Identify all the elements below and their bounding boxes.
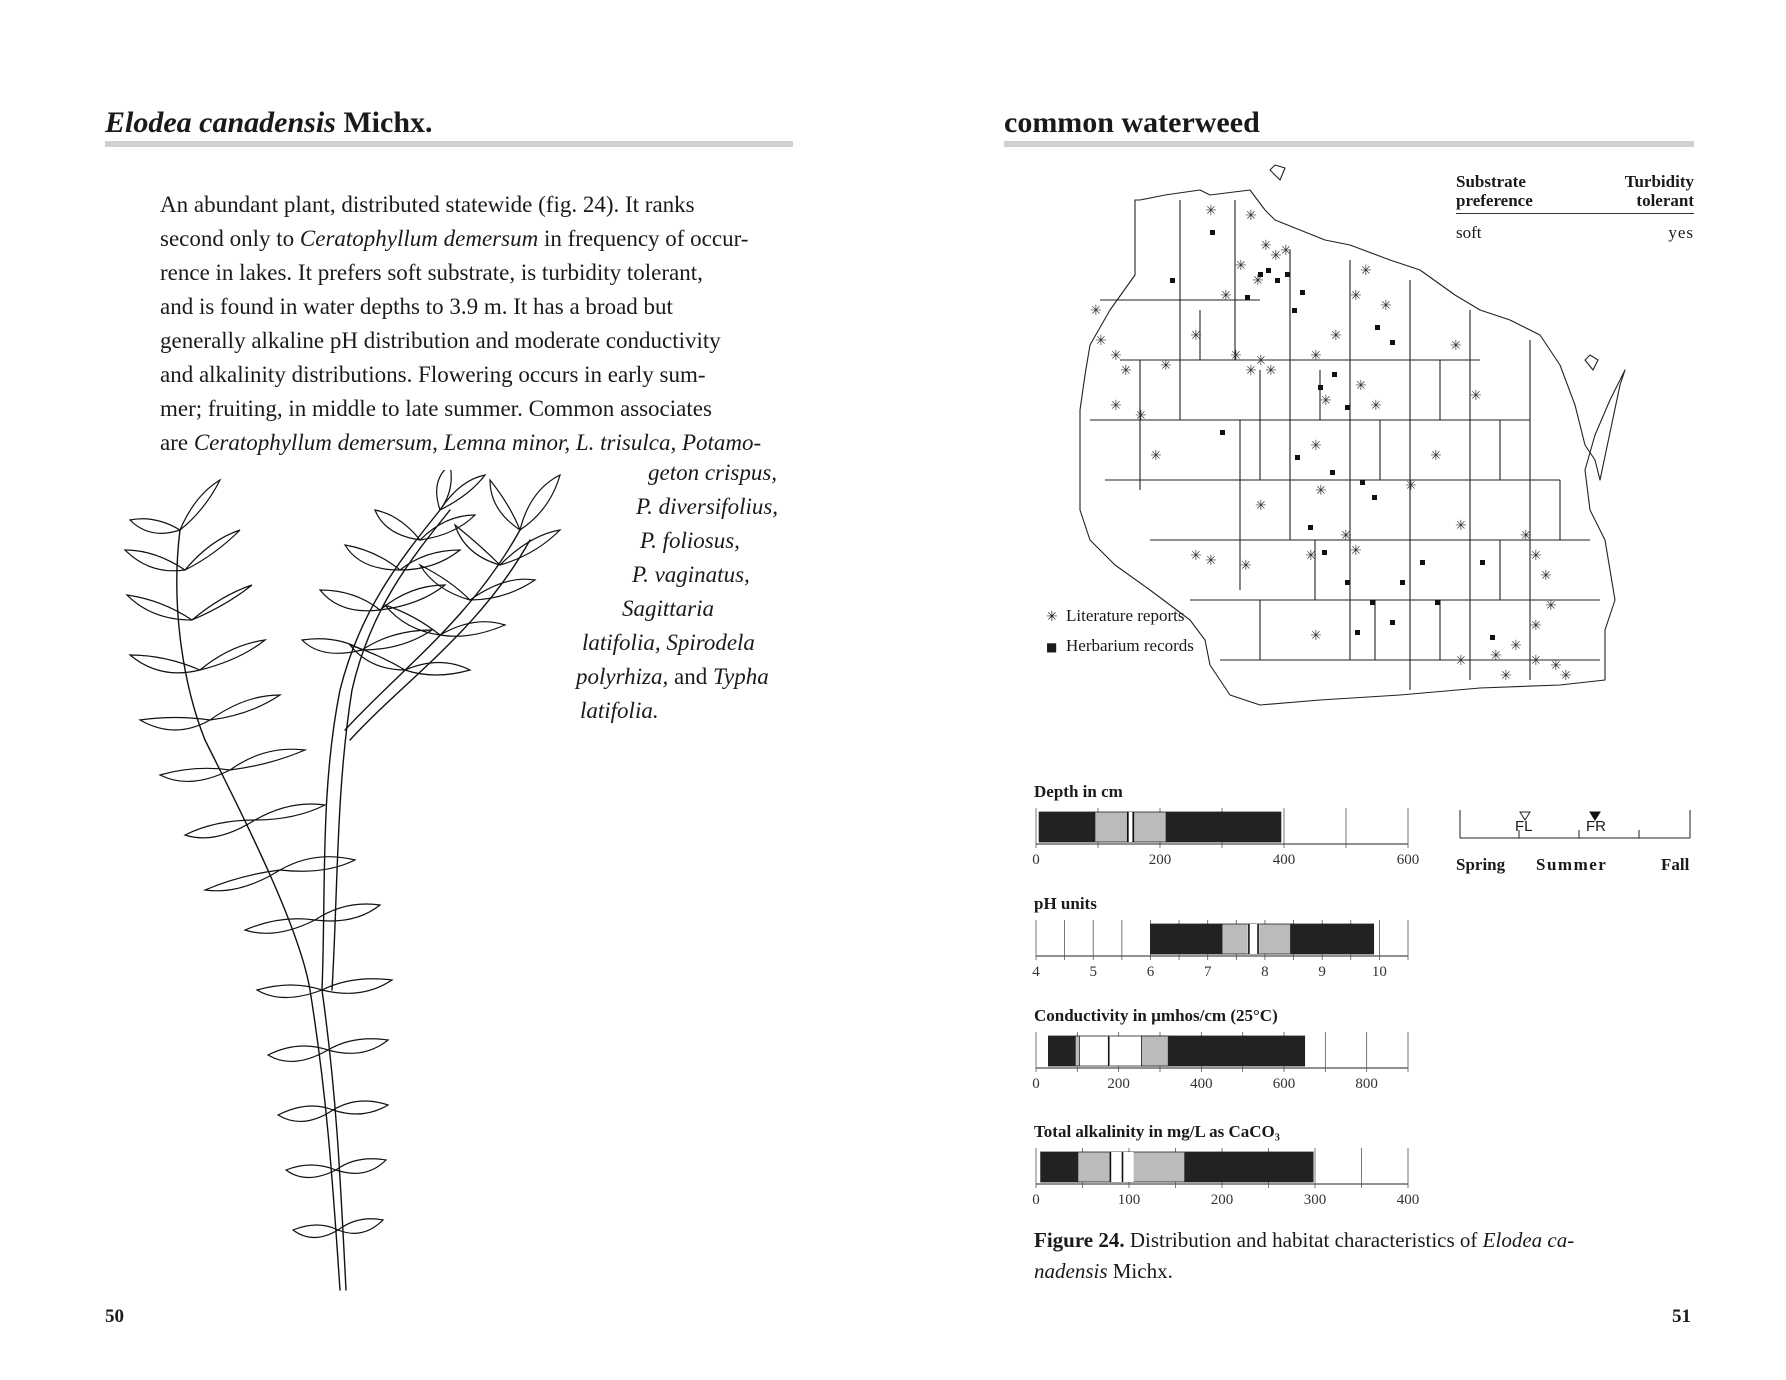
range-segment: [1185, 1152, 1313, 1182]
habitat-bar-chart: [1030, 1146, 1432, 1208]
tick-label: 400: [1190, 1076, 1213, 1092]
chart-title: Depth in cm: [1034, 782, 1123, 801]
herbarium-icon: ■: [1046, 640, 1058, 654]
svg-text:✳: ✳: [1350, 288, 1362, 304]
tick-label: 200: [1148, 852, 1172, 868]
substrate-header: Substrate preference: [1456, 172, 1533, 210]
paragraph-line: are Ceratophyllum demersum, Lemna minor, L. trisulca, Potamo-: [160, 430, 762, 455]
svg-text:✳: ✳: [1310, 348, 1322, 364]
associate-line: P. vaginatus,: [632, 562, 750, 587]
species-name: Elodea canadensis: [105, 106, 336, 139]
distribution-map: [1060, 160, 1630, 760]
tick-label: 200: [1107, 1076, 1130, 1092]
turbidity-value: yes: [1668, 223, 1694, 242]
associate-line: polyrhiza, and Typha: [576, 664, 769, 689]
associate-line: latifolia, Spirodela: [582, 630, 755, 655]
svg-text:✳: ✳: [1320, 393, 1332, 409]
left-page-number: 50: [105, 1306, 124, 1327]
svg-text:✳: ✳: [1240, 558, 1252, 574]
tick-label: 4: [1032, 964, 1040, 980]
right-title-rule: [1004, 141, 1694, 147]
associate-line: P. foliosus,: [640, 528, 740, 553]
svg-text:✳: ✳: [1430, 448, 1442, 464]
svg-text:✳: ✳: [1230, 348, 1242, 364]
paragraph-line: rence in lakes. It prefers soft substrate, is turbidity tolerant,: [160, 260, 703, 285]
literature-icon: ✳: [1046, 609, 1058, 625]
svg-text:✳: ✳: [1350, 543, 1362, 559]
turbidity-header: Turbidity tolerant: [1624, 172, 1694, 210]
tick-label: 8: [1261, 964, 1269, 980]
tick-label: 300: [1303, 1192, 1327, 1208]
paragraph-line: and is found in water depths to 3.9 m. It has a broad but: [160, 294, 673, 319]
svg-text:✳: ✳: [1545, 598, 1557, 614]
tick-label: 0: [1032, 1076, 1040, 1092]
svg-text:✳: ✳: [1550, 658, 1562, 674]
associate-line: P. diversifolius,: [636, 494, 779, 519]
svg-text:✳: ✳: [1160, 358, 1172, 374]
svg-text:✳: ✳: [1360, 263, 1372, 279]
map-legend: [1046, 606, 1194, 656]
svg-text:✳: ✳: [1280, 243, 1292, 259]
svg-text:✳: ✳: [1252, 273, 1264, 289]
associate-line: latifolia.: [580, 698, 659, 723]
paragraph-line: An abundant plant, distributed statewide (fig. 24). It ranks: [160, 192, 695, 217]
svg-text:✳: ✳: [1235, 258, 1247, 274]
tick-label: 0: [1032, 1192, 1040, 1208]
plant-illustration: [100, 470, 620, 1300]
svg-text:✳: ✳: [1405, 478, 1417, 494]
svg-text:✳: ✳: [1190, 548, 1202, 564]
paragraph-line: second only to Ceratophyllum demersum in frequency of occur-: [160, 226, 749, 251]
svg-text:✳: ✳: [1135, 408, 1147, 424]
svg-text:✳: ✳: [1530, 618, 1542, 634]
svg-text:✳: ✳: [1255, 498, 1267, 514]
tick-label: 200: [1210, 1192, 1234, 1208]
tick-label: 400: [1272, 852, 1296, 868]
left-page-title: [105, 106, 433, 140]
fruiting-label: FR: [1586, 818, 1606, 835]
svg-text:✳: ✳: [1310, 628, 1322, 644]
paragraph-line: and alkalinity distributions. Flowering occurs in early sum-: [160, 362, 706, 387]
associate-line: Sagittaria: [622, 596, 715, 621]
chart-title: Conductivity in µmhos/cm (25°C): [1034, 1006, 1278, 1025]
svg-text:✳: ✳: [1110, 398, 1122, 414]
svg-text:✳: ✳: [1315, 483, 1327, 499]
svg-text:✳: ✳: [1255, 353, 1267, 369]
svg-text:✳: ✳: [1355, 378, 1367, 394]
svg-text:✳: ✳: [1380, 298, 1392, 314]
chart-title: Total alkalinity in mg/L as CaCO₃: [1034, 1122, 1280, 1141]
tick-label: 9: [1318, 964, 1326, 980]
habitat-bar-chart: [1030, 1030, 1432, 1092]
substrate-value: soft: [1456, 223, 1482, 242]
chart-title: pH units: [1034, 894, 1097, 913]
svg-text:✳: ✳: [1270, 248, 1282, 264]
tick-label: 5: [1089, 964, 1097, 980]
season-fall: Fall: [1661, 855, 1690, 874]
associate-line: geton crispus,: [648, 460, 778, 485]
svg-text:✳: ✳: [1305, 548, 1317, 564]
svg-text:✳: ✳: [1340, 528, 1352, 544]
range-segment: [1166, 812, 1281, 842]
svg-text:✳: ✳: [1110, 348, 1122, 364]
tick-label: 10: [1371, 964, 1387, 980]
tick-label: 0: [1032, 852, 1040, 868]
svg-text:✳: ✳: [1330, 328, 1342, 344]
tick-label: 100: [1117, 1192, 1141, 1208]
svg-text:✳: ✳: [1510, 638, 1522, 654]
svg-text:✳: ✳: [1490, 648, 1502, 664]
svg-text:✳: ✳: [1530, 653, 1542, 669]
svg-text:✳: ✳: [1560, 668, 1572, 684]
svg-text:✳: ✳: [1245, 363, 1257, 379]
figure-caption: Figure 24. Distribution and habitat characteristics of Elodea ca- nadensis Michx.: [1034, 1228, 1575, 1283]
author-name: Michx.: [335, 106, 433, 139]
svg-text:✳: ✳: [1470, 388, 1482, 404]
legend-literature: ✳ Literature reports: [1046, 606, 1185, 625]
svg-text:✳: ✳: [1190, 328, 1202, 344]
svg-text:✳: ✳: [1500, 668, 1512, 684]
habitat-bar-chart: [1030, 806, 1432, 868]
svg-text:✳: ✳: [1095, 333, 1107, 349]
range-segment: [1168, 1036, 1304, 1066]
svg-text:✳: ✳: [1530, 548, 1542, 564]
svg-text:✳: ✳: [1310, 438, 1322, 454]
svg-text:✳: ✳: [1220, 288, 1232, 304]
svg-text:✳: ✳: [1455, 653, 1467, 669]
right-page-title: common waterweed: [1004, 106, 1260, 139]
svg-text:✳: ✳: [1120, 363, 1132, 379]
range-segment: [1048, 1036, 1075, 1066]
tick-label: 400: [1396, 1192, 1420, 1208]
left-title-rule: [105, 141, 793, 147]
svg-text:✳: ✳: [1205, 553, 1217, 569]
right-page-number: 51: [1672, 1306, 1691, 1327]
tick-label: 6: [1146, 964, 1155, 980]
range-segment: [1141, 1036, 1168, 1066]
tick-label: 7: [1203, 964, 1212, 980]
svg-text:✳: ✳: [1205, 203, 1217, 219]
svg-text:✳: ✳: [1150, 448, 1162, 464]
range-segment: [1291, 924, 1374, 954]
svg-text:✳: ✳: [1265, 363, 1277, 379]
season-summer: Summer: [1536, 855, 1608, 874]
tick-label: 600: [1396, 852, 1420, 868]
svg-text:✳: ✳: [1260, 238, 1272, 254]
season-spring: Spring: [1456, 855, 1506, 874]
figure-number: Figure 24.: [1034, 1228, 1125, 1252]
flowering-label: FL: [1515, 818, 1533, 835]
range-segment: [1075, 1036, 1079, 1066]
habitat-bar-chart: [1030, 918, 1432, 980]
range-segment: [1041, 1152, 1078, 1182]
tick-label: 800: [1355, 1076, 1378, 1092]
svg-text:✳: ✳: [1245, 208, 1257, 224]
svg-text:✳: ✳: [1450, 338, 1462, 354]
paragraph-line: mer; fruiting, in middle to late summer. Common associates: [160, 396, 712, 421]
tick-label: 600: [1272, 1076, 1296, 1092]
svg-text:✳: ✳: [1370, 398, 1382, 414]
paragraph-line: generally alkaline pH distribution and moderate conductivity: [160, 328, 721, 353]
svg-text:✳: ✳: [1540, 568, 1552, 584]
range-segment: [1039, 812, 1095, 842]
svg-text:✳: ✳: [1520, 528, 1532, 544]
legend-herbarium: ■ Herbarium records: [1046, 636, 1194, 655]
svg-text:✳: ✳: [1455, 518, 1467, 534]
herbarium-markers: [1170, 230, 1495, 640]
range-segment: [1150, 924, 1222, 954]
median-band: [1129, 812, 1132, 842]
svg-text:✳: ✳: [1090, 303, 1102, 319]
